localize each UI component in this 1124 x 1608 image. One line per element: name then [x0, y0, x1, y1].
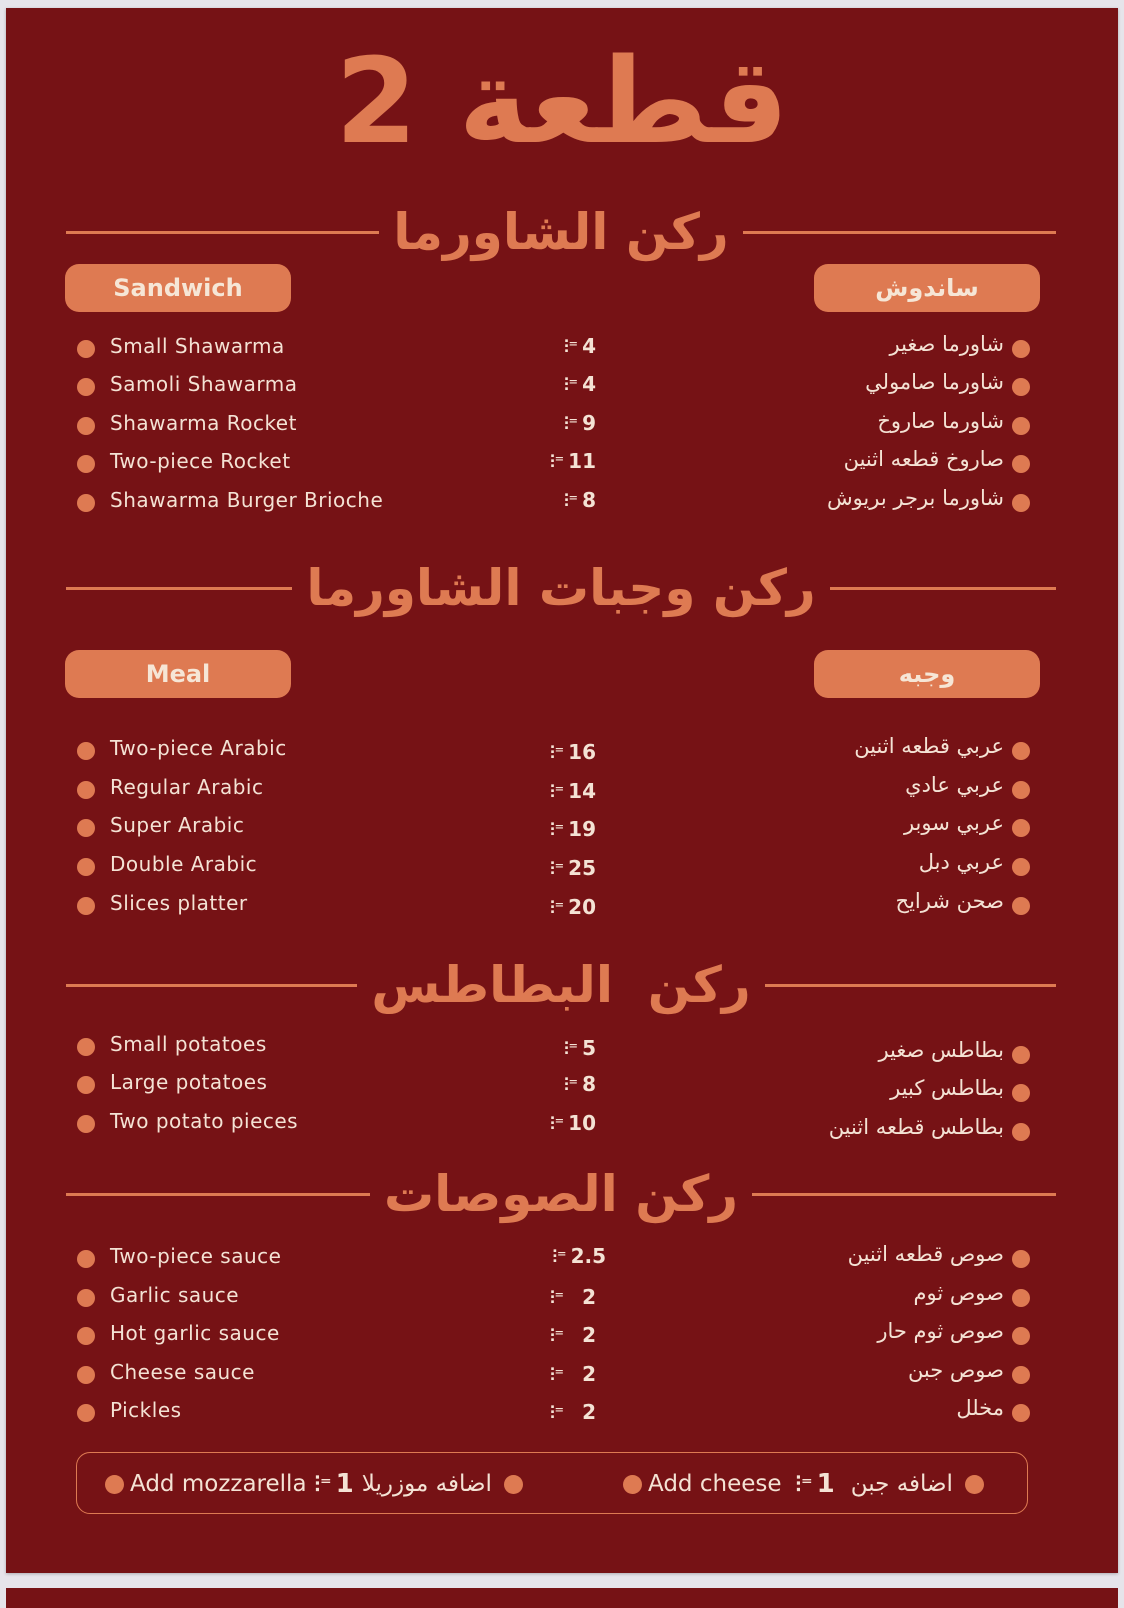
restaurant-title: قطعة 2	[335, 32, 789, 170]
addon-mozzarella	[99, 1469, 529, 1499]
menu-item	[6, 811, 1118, 841]
item-name-ar: عربي سوبر	[903, 811, 1004, 835]
bullet-icon	[105, 1475, 124, 1494]
item-name-en: Slices platter	[110, 891, 248, 915]
item-name-ar: عربي قطعه اثنين	[854, 734, 1004, 758]
item-name-ar: شاورما برجر بريوش	[826, 486, 1004, 510]
menu-item	[6, 1107, 1118, 1137]
item-price: ⫶⁼ 2	[550, 1362, 596, 1386]
bullet-icon	[1012, 455, 1030, 473]
item-name-ar: عربي دبل	[918, 850, 1004, 874]
item-name-en: Samoli Shawarma	[110, 372, 298, 396]
bullet-icon	[623, 1475, 642, 1494]
bullet-icon	[77, 819, 95, 837]
bullet-icon	[965, 1475, 984, 1494]
item-name-en: Two potato pieces	[110, 1109, 299, 1133]
bullet-icon	[1012, 1366, 1030, 1384]
addon-cheese	[617, 1469, 990, 1499]
addon-price: ⫶⁼ 1	[795, 1469, 835, 1499]
bullet-icon	[1012, 819, 1030, 837]
bullet-icon	[77, 1404, 95, 1422]
bullet-icon	[77, 742, 95, 760]
item-name-en: Small potatoes	[110, 1032, 267, 1056]
pill-sandwich-en: Sandwich	[65, 264, 291, 312]
bullet-icon	[1012, 742, 1030, 760]
bullet-icon	[77, 1250, 95, 1268]
item-price: ⫶⁼ 19	[550, 817, 596, 841]
riyal-icon: ⫶⁼	[564, 491, 579, 512]
item-name-ar: بطاطس كبير	[890, 1076, 1004, 1100]
item-name-ar: شاورما صغير	[889, 332, 1004, 356]
menu-item	[6, 486, 1118, 516]
menu-page	[6, 8, 1118, 1573]
item-name-ar: صوص جبن	[907, 1358, 1004, 1382]
item-price: ⫶⁼ 10	[550, 1111, 596, 1135]
riyal-icon: ⫶⁼	[550, 1326, 565, 1347]
divider-line	[752, 1193, 1056, 1196]
bullet-icon	[1012, 417, 1030, 435]
item-price: ⫶⁼ 11	[550, 449, 596, 473]
menu-item	[6, 370, 1118, 400]
bullet-icon	[1012, 1250, 1030, 1268]
item-name-en: Two-piece Rocket	[110, 449, 291, 473]
menu-item	[6, 1396, 1118, 1426]
riyal-icon: ⫶⁼	[564, 1075, 579, 1096]
menu-item	[6, 1068, 1118, 1098]
menu-item	[6, 734, 1118, 764]
pill-sandwich-ar: ساندوش	[814, 264, 1040, 312]
bullet-icon	[77, 897, 95, 915]
bullet-icon	[77, 1289, 95, 1307]
bullet-icon	[77, 1327, 95, 1345]
divider-line	[66, 1193, 370, 1196]
addon-price: ⫶⁼ 1	[314, 1469, 354, 1499]
item-name-ar: صوص ثوم	[913, 1281, 1004, 1305]
riyal-icon: ⫶⁼	[550, 898, 565, 919]
bullet-icon	[1012, 1404, 1030, 1422]
bullet-icon	[1012, 1046, 1030, 1064]
next-page-edge	[6, 1588, 1118, 1608]
section-heading-potatoes	[66, 955, 1056, 1015]
item-name-ar: مخلل	[956, 1396, 1004, 1420]
addon-name-ar: اضافه جبن	[850, 1471, 953, 1497]
pill-meal-ar: وجبه	[814, 650, 1040, 698]
pill-meal-en: Meal	[65, 650, 291, 698]
bullet-icon	[77, 858, 95, 876]
bullet-icon	[1012, 340, 1030, 358]
riyal-icon: ⫶⁼	[550, 859, 565, 880]
bullet-icon	[1012, 1123, 1030, 1141]
riyal-icon: ⫶⁼	[550, 1288, 565, 1309]
menu-item	[6, 773, 1118, 803]
item-name-ar: بطاطس صغير	[878, 1038, 1004, 1062]
section-heading-shawarma	[66, 202, 1056, 262]
riyal-icon: ⫶⁼	[550, 452, 565, 473]
item-price: ⫶⁼ 8	[564, 488, 596, 512]
bullet-icon	[77, 1038, 95, 1056]
menu-item	[6, 1242, 1118, 1272]
item-name-en: Regular Arabic	[110, 775, 264, 799]
item-name-en: Pickles	[110, 1398, 182, 1422]
riyal-icon: ⫶⁼	[552, 1247, 567, 1268]
item-name-ar: صوص ثوم حار	[877, 1319, 1004, 1343]
riyal-icon: ⫶⁼	[550, 743, 565, 764]
bullet-icon	[77, 378, 95, 396]
item-name-en: Hot garlic sauce	[110, 1321, 280, 1345]
item-price: ⫶⁼ 20	[550, 895, 596, 919]
addon-name-ar: اضافه موزريلا	[361, 1471, 492, 1497]
item-name-en: Super Arabic	[110, 813, 245, 837]
item-name-ar: عربي عادي	[905, 773, 1004, 797]
riyal-icon: ⫶⁼	[550, 820, 565, 841]
bullet-icon	[77, 1115, 95, 1133]
menu-item	[6, 850, 1118, 880]
riyal-icon: ⫶⁼	[564, 375, 579, 396]
menu-item	[6, 1319, 1118, 1349]
item-name-ar: صوص قطعه اثنين	[847, 1242, 1004, 1266]
menu-item	[6, 1030, 1118, 1060]
riyal-icon: ⫶⁼	[550, 1365, 565, 1386]
riyal-icon: ⫶⁼	[550, 782, 565, 803]
item-price: ⫶⁼ 5	[564, 1036, 596, 1060]
item-name-en: Shawarma Rocket	[110, 411, 297, 435]
divider-line	[66, 231, 379, 234]
item-price: ⫶⁼ 2.5	[552, 1244, 606, 1268]
menu-item	[6, 889, 1118, 919]
bullet-icon	[77, 494, 95, 512]
divider-line	[66, 587, 292, 590]
divider-line	[830, 587, 1056, 590]
bullet-icon	[77, 1076, 95, 1094]
bullet-icon	[1012, 378, 1030, 396]
item-price: ⫶⁼ 25	[550, 856, 596, 880]
section-heading-sauces	[66, 1164, 1056, 1224]
bullet-icon	[77, 1366, 95, 1384]
item-name-ar: شاورما صامولي	[865, 370, 1004, 394]
item-name-ar: صحن شرايح	[895, 889, 1004, 913]
item-price: ⫶⁼ 8	[564, 1072, 596, 1096]
divider-line	[765, 984, 1056, 987]
divider-line	[743, 231, 1056, 234]
riyal-icon: ⫶⁼	[564, 337, 579, 358]
item-price: ⫶⁼ 14	[550, 779, 596, 803]
item-price: ⫶⁼ 2	[550, 1285, 596, 1309]
bullet-icon	[1012, 897, 1030, 915]
item-name-en: Shawarma Burger Brioche	[110, 488, 384, 512]
item-name-en: Garlic sauce	[110, 1283, 240, 1307]
item-name-en: Double Arabic	[110, 852, 258, 876]
riyal-icon: ⫶⁼	[564, 1039, 579, 1060]
bullet-icon	[1012, 781, 1030, 799]
riyal-icon: ⫶⁼	[550, 1403, 565, 1424]
item-name-en: Two-piece Arabic	[110, 736, 287, 760]
bullet-icon	[1012, 1289, 1030, 1307]
bullet-icon	[1012, 1084, 1030, 1102]
bullet-icon	[77, 417, 95, 435]
section-title: ركن الصوصات	[383, 1165, 739, 1223]
bullet-icon	[77, 455, 95, 473]
item-name-ar: صاروخ قطعه اثنين	[843, 447, 1004, 471]
bullet-icon	[77, 340, 95, 358]
bullet-icon	[504, 1475, 523, 1494]
section-title: ركن وجبات الشاورما	[306, 559, 816, 617]
menu-item	[6, 409, 1118, 439]
bullet-icon	[1012, 858, 1030, 876]
item-price: ⫶⁼ 2	[550, 1323, 596, 1347]
item-price: ⫶⁼ 2	[550, 1400, 596, 1424]
item-price: ⫶⁼ 16	[550, 740, 596, 764]
divider-line	[66, 984, 357, 987]
item-name-ar: شاورما صاروخ	[877, 409, 1004, 433]
item-name-ar: بطاطس قطعه اثنين	[828, 1115, 1004, 1139]
section-title: ركن البطاطس	[371, 956, 751, 1014]
section-heading-meals	[66, 558, 1056, 618]
section-title: ركن الشاورما	[393, 203, 729, 261]
menu-item	[6, 1281, 1118, 1311]
riyal-icon: ⫶⁼	[564, 414, 579, 435]
riyal-icon: ⫶⁼	[795, 1473, 813, 1498]
item-name-en: Two-piece sauce	[110, 1244, 282, 1268]
item-price: ⫶⁼ 4	[564, 334, 596, 358]
menu-item	[6, 332, 1118, 362]
item-name-en: Small Shawarma	[110, 334, 285, 358]
addons-box	[76, 1452, 1028, 1514]
bullet-icon	[1012, 494, 1030, 512]
item-name-en: Large potatoes	[110, 1070, 268, 1094]
menu-item	[6, 1358, 1118, 1388]
item-price: ⫶⁼ 9	[564, 411, 596, 435]
riyal-icon: ⫶⁼	[550, 1114, 565, 1135]
addon-name-en: Add mozzarella	[130, 1471, 307, 1497]
item-name-en: Cheese sauce	[110, 1360, 255, 1384]
item-price: ⫶⁼ 4	[564, 372, 596, 396]
menu-item	[6, 447, 1118, 477]
addon-name-en: Add cheese	[648, 1471, 782, 1497]
bullet-icon	[1012, 1327, 1030, 1345]
bullet-icon	[77, 781, 95, 799]
riyal-icon: ⫶⁼	[314, 1473, 332, 1498]
